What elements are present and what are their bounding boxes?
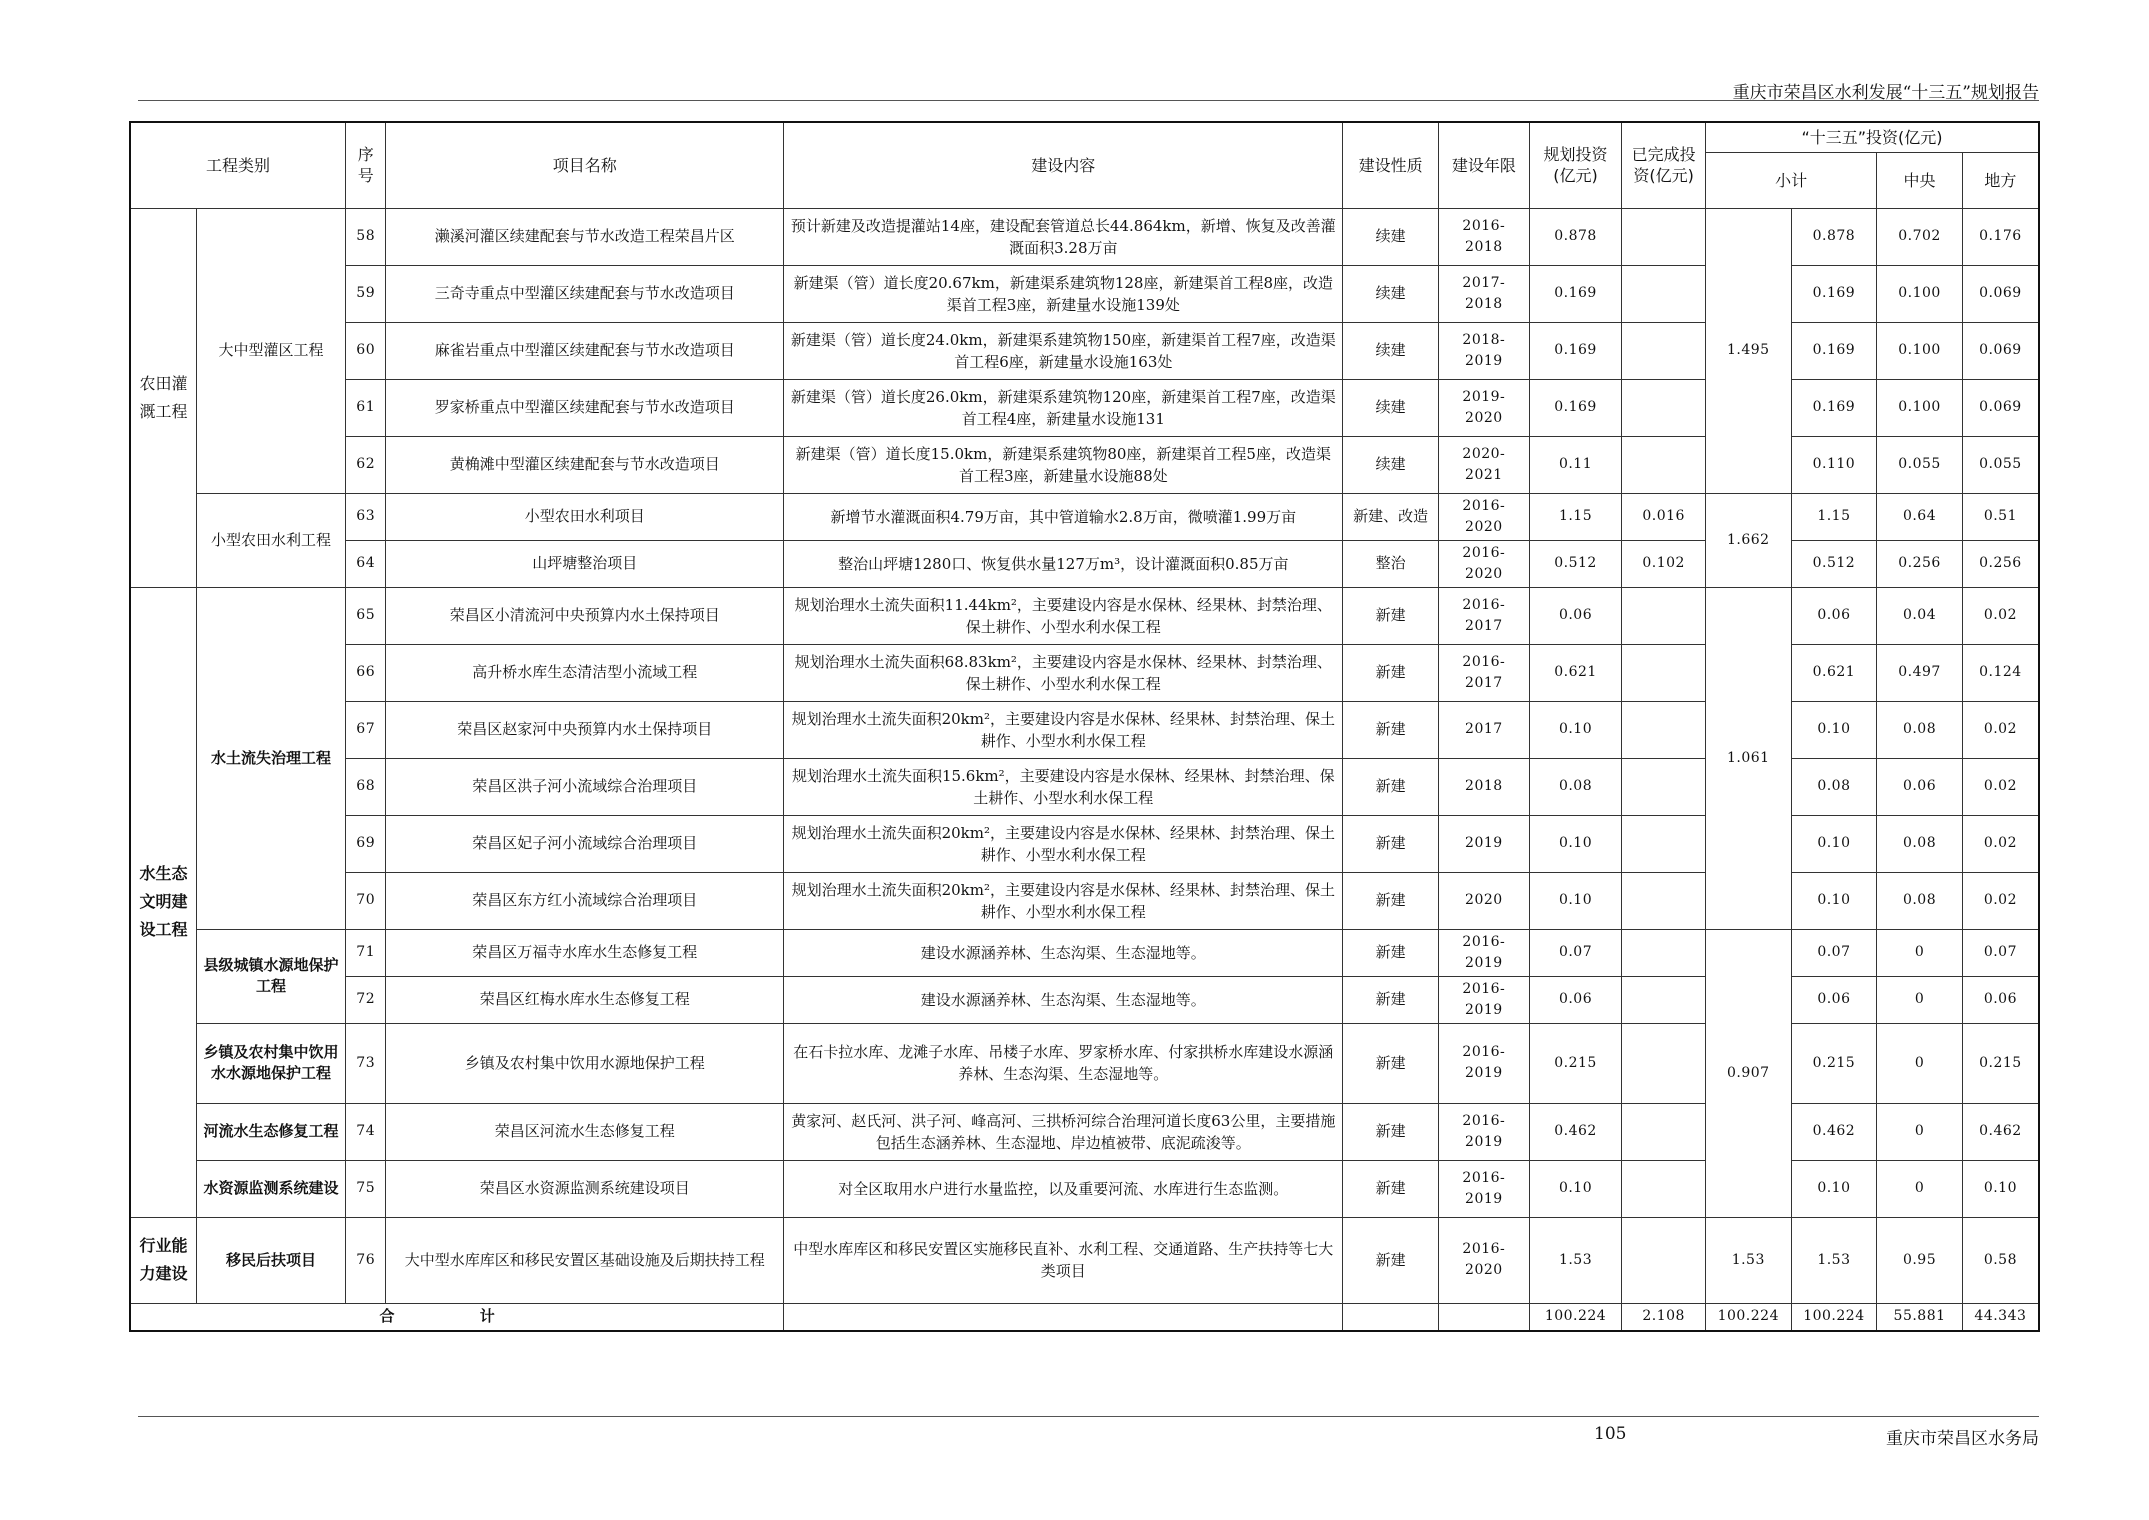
cell-content: 规划治理水土流失面积20km²，主要建设内容是水保林、经果林、封禁治理、保土耕作、小型水利水保工程 bbox=[784, 701, 1343, 758]
cell-name: 荣昌区妃子河小流域综合治理项目 bbox=[386, 815, 784, 872]
cell-central: 0 bbox=[1877, 976, 1963, 1023]
cell-years: 2018-2019 bbox=[1439, 322, 1530, 379]
cell-planned: 0.08 bbox=[1529, 758, 1622, 815]
cell-completed: 0.102 bbox=[1622, 540, 1706, 587]
group-label: 水生态文明建设工程 bbox=[130, 587, 196, 1217]
cell-nature: 续建 bbox=[1343, 436, 1439, 493]
cell-central: 0.256 bbox=[1877, 540, 1963, 587]
cell-name: 荣昌区赵家河中央预算内水土保持项目 bbox=[386, 701, 784, 758]
page-number: 105 bbox=[1594, 1424, 1627, 1444]
cell-seq: 71 bbox=[346, 929, 386, 976]
cell-nature: 新建 bbox=[1343, 1103, 1439, 1160]
cell-years: 2020-2021 bbox=[1439, 436, 1530, 493]
total-nature-empty bbox=[1343, 1303, 1439, 1331]
cell-subtotal: 0.10 bbox=[1791, 1160, 1877, 1217]
cell-seq: 64 bbox=[346, 540, 386, 587]
cell-years: 2016-2020 bbox=[1439, 493, 1530, 540]
cell-subtotal: 0.169 bbox=[1791, 265, 1877, 322]
cell-subtotal: 0.07 bbox=[1791, 929, 1877, 976]
cell-central: 0.100 bbox=[1877, 265, 1963, 322]
cell-planned: 0.215 bbox=[1529, 1023, 1622, 1103]
cell-local: 0.069 bbox=[1962, 265, 2039, 322]
cell-local: 0.215 bbox=[1962, 1023, 2039, 1103]
cell-content: 新建渠（管）道长度15.0km，新建渠系建筑物80座，新建渠首工程5座，改造渠首工程3座，新建量水设施88处 bbox=[784, 436, 1343, 493]
cell-subtotal: 0.878 bbox=[1791, 208, 1877, 265]
table-row bbox=[130, 587, 2039, 644]
cell-seq: 72 bbox=[346, 976, 386, 1023]
cell-content: 规划治理水土流失面积20km²，主要建设内容是水保林、经果林、封禁治理、保土耕作、小型水利水保工程 bbox=[784, 872, 1343, 929]
cell-name: 荣昌区小清流河中央预算内水土保持项目 bbox=[386, 587, 784, 644]
investment-table bbox=[129, 121, 2040, 1332]
cell-subtotal: 0.10 bbox=[1791, 872, 1877, 929]
cell-completed bbox=[1622, 322, 1706, 379]
cell-completed bbox=[1622, 1160, 1706, 1217]
cell-local: 0.462 bbox=[1962, 1103, 2039, 1160]
cell-years: 2018 bbox=[1439, 758, 1530, 815]
cell-nature: 新建 bbox=[1343, 758, 1439, 815]
cell-local: 0.069 bbox=[1962, 379, 2039, 436]
cell-name: 大中型水库库区和移民安置区基础设施及后期扶持工程 bbox=[386, 1217, 784, 1303]
total-merged: 100.224 bbox=[1705, 1303, 1791, 1331]
subgroup-label: 河流水生态修复工程 bbox=[196, 1103, 345, 1160]
cell-local: 0.176 bbox=[1962, 208, 2039, 265]
cell-seq: 76 bbox=[346, 1217, 386, 1303]
cell-nature: 新建 bbox=[1343, 1160, 1439, 1217]
cell-nature: 新建 bbox=[1343, 701, 1439, 758]
cell-completed bbox=[1622, 815, 1706, 872]
cell-seq: 62 bbox=[346, 436, 386, 493]
cell-nature: 新建 bbox=[1343, 587, 1439, 644]
cell-local: 0.06 bbox=[1962, 976, 2039, 1023]
subgroup-label: 大中型灌区工程 bbox=[196, 208, 345, 493]
cell-local: 0.069 bbox=[1962, 322, 2039, 379]
cell-subtotal: 0.215 bbox=[1791, 1023, 1877, 1103]
cell-completed bbox=[1622, 379, 1706, 436]
cell-completed bbox=[1622, 1217, 1706, 1303]
cell-subtotal: 0.621 bbox=[1791, 644, 1877, 701]
cell-name: 荣昌区万福寺水库水生态修复工程 bbox=[386, 929, 784, 976]
cell-local: 0.02 bbox=[1962, 872, 2039, 929]
cell-seq: 68 bbox=[346, 758, 386, 815]
cell-planned: 0.462 bbox=[1529, 1103, 1622, 1160]
cell-content: 规划治理水土流失面积15.6km²，主要建设内容是水保林、经果林、封禁治理、保土耕作、小型水利水保工程 bbox=[784, 758, 1343, 815]
cell-seq: 58 bbox=[346, 208, 386, 265]
cell-nature: 新建 bbox=[1343, 1023, 1439, 1103]
cell-years: 2017 bbox=[1439, 701, 1530, 758]
cell-name: 高升桥水库生态清洁型小流域工程 bbox=[386, 644, 784, 701]
cell-seq: 69 bbox=[346, 815, 386, 872]
cell-content: 规划治理水土流失面积68.83km²，主要建设内容是水保林、经果林、封禁治理、保土耕作、小型水利水保工程 bbox=[784, 644, 1343, 701]
cell-central: 0 bbox=[1877, 1023, 1963, 1103]
cell-seq: 60 bbox=[346, 322, 386, 379]
cell-years: 2016-2019 bbox=[1439, 1103, 1530, 1160]
cell-completed bbox=[1622, 208, 1706, 265]
cell-local: 0.07 bbox=[1962, 929, 2039, 976]
cell-local: 0.02 bbox=[1962, 758, 2039, 815]
cell-completed bbox=[1622, 587, 1706, 644]
cell-completed: 0.016 bbox=[1622, 493, 1706, 540]
col-header-nature: 建设性质 bbox=[1343, 122, 1439, 208]
cell-name: 荣昌区洪子河小流域综合治理项目 bbox=[386, 758, 784, 815]
cell-merged-subtotal: 1.061 bbox=[1705, 587, 1791, 929]
cell-content: 新建渠（管）道长度26.0km，新建渠系建筑物120座，新建渠首工程7座，改造渠首工程4座，新建量水设施131 bbox=[784, 379, 1343, 436]
cell-years: 2017-2018 bbox=[1439, 265, 1530, 322]
cell-merged-subtotal: 1.495 bbox=[1705, 208, 1791, 493]
subgroup-label: 县级城镇水源地保护工程 bbox=[196, 929, 345, 1023]
cell-local: 0.256 bbox=[1962, 540, 2039, 587]
col-header-completed: 已完成投资(亿元) bbox=[1622, 122, 1706, 208]
cell-completed bbox=[1622, 644, 1706, 701]
cell-content: 新建渠（管）道长度24.0km，新建渠系建筑物150座，新建渠首工程7座，改造渠首工程6座，新建量水设施163处 bbox=[784, 322, 1343, 379]
cell-name: 荣昌区河流水生态修复工程 bbox=[386, 1103, 784, 1160]
cell-completed bbox=[1622, 929, 1706, 976]
table-row bbox=[130, 208, 2039, 265]
cell-subtotal: 0.10 bbox=[1791, 701, 1877, 758]
cell-content: 在石卡拉水库、龙滩子水库、吊楼子水库、罗家桥水库、付家拱桥水库建设水源涵养林、生态沟渠、生态湿地等。 bbox=[784, 1023, 1343, 1103]
cell-years: 2016-2017 bbox=[1439, 587, 1530, 644]
cell-nature: 续建 bbox=[1343, 322, 1439, 379]
subgroup-label: 水土流失治理工程 bbox=[196, 587, 345, 929]
cell-seq: 66 bbox=[346, 644, 386, 701]
cell-nature: 新建 bbox=[1343, 929, 1439, 976]
cell-name: 麻雀岩重点中型灌区续建配套与节水改造项目 bbox=[386, 322, 784, 379]
cell-name: 荣昌区水资源监测系统建设项目 bbox=[386, 1160, 784, 1217]
cell-name: 濑溪河灌区续建配套与节水改造工程荣昌片区 bbox=[386, 208, 784, 265]
cell-seq: 74 bbox=[346, 1103, 386, 1160]
cell-planned: 0.11 bbox=[1529, 436, 1622, 493]
cell-subtotal: 0.169 bbox=[1791, 322, 1877, 379]
total-years-empty bbox=[1439, 1303, 1530, 1331]
cell-local: 0.51 bbox=[1962, 493, 2039, 540]
cell-planned: 0.10 bbox=[1529, 701, 1622, 758]
cell-name: 三奇寺重点中型灌区续建配套与节水改造项目 bbox=[386, 265, 784, 322]
total-row bbox=[130, 1303, 2039, 1331]
col-header-subtotal: 小计 bbox=[1705, 152, 1876, 208]
subgroup-label: 移民后扶项目 bbox=[196, 1217, 345, 1303]
col-header-planned: 规划投资(亿元) bbox=[1529, 122, 1622, 208]
cell-name: 乡镇及农村集中饮用水源地保护工程 bbox=[386, 1023, 784, 1103]
cell-central: 0.055 bbox=[1877, 436, 1963, 493]
cell-nature: 新建 bbox=[1343, 976, 1439, 1023]
cell-central: 0 bbox=[1877, 929, 1963, 976]
cell-content: 新建渠（管）道长度20.67km，新建渠系建筑物128座，新建渠首工程8座，改造渠首工程3座，新建量水设施139处 bbox=[784, 265, 1343, 322]
cell-content: 预计新建及改造提灌站14座，建设配套管道总长44.864km，新增、恢复及改善灌溉面积3.28万亩 bbox=[784, 208, 1343, 265]
cell-seq: 70 bbox=[346, 872, 386, 929]
cell-planned: 1.15 bbox=[1529, 493, 1622, 540]
cell-central: 0.08 bbox=[1877, 701, 1963, 758]
cell-planned: 0.10 bbox=[1529, 872, 1622, 929]
col-header-local: 地方 bbox=[1962, 152, 2039, 208]
running-header: 重庆市荣昌区水利发展“十三五”规划报告 bbox=[1732, 83, 2039, 103]
subgroup-label: 乡镇及农村集中饮用水水源地保护工程 bbox=[196, 1023, 345, 1103]
total-subtotal: 100.224 bbox=[1791, 1303, 1877, 1331]
cell-name: 山坪塘整治项目 bbox=[386, 540, 784, 587]
cell-planned: 0.512 bbox=[1529, 540, 1622, 587]
cell-local: 0.02 bbox=[1962, 701, 2039, 758]
cell-planned: 0.10 bbox=[1529, 1160, 1622, 1217]
group-label: 行业能力建设 bbox=[130, 1217, 196, 1303]
cell-nature: 续建 bbox=[1343, 379, 1439, 436]
cell-content: 规划治理水土流失面积11.44km²，主要建设内容是水保林、经果林、封禁治理、保土耕作、小型水利水保工程 bbox=[784, 587, 1343, 644]
cell-years: 2016-2018 bbox=[1439, 208, 1530, 265]
cell-seq: 67 bbox=[346, 701, 386, 758]
cell-nature: 新建 bbox=[1343, 815, 1439, 872]
cell-years: 2019-2020 bbox=[1439, 379, 1530, 436]
cell-merged-subtotal: 0.907 bbox=[1705, 929, 1791, 1217]
cell-planned: 0.169 bbox=[1529, 265, 1622, 322]
total-central: 55.881 bbox=[1877, 1303, 1963, 1331]
cell-content: 建设水源涵养林、生态沟渠、生态湿地等。 bbox=[784, 976, 1343, 1023]
cell-years: 2016-2020 bbox=[1439, 1217, 1530, 1303]
cell-planned: 1.53 bbox=[1529, 1217, 1622, 1303]
cell-subtotal: 0.06 bbox=[1791, 976, 1877, 1023]
cell-nature: 新建 bbox=[1343, 644, 1439, 701]
table-row bbox=[130, 1217, 2039, 1303]
col-header-seq: 序号 bbox=[346, 122, 386, 208]
cell-seq: 75 bbox=[346, 1160, 386, 1217]
cell-central: 0.08 bbox=[1877, 815, 1963, 872]
cell-merged-subtotal: 1.53 bbox=[1705, 1217, 1791, 1303]
cell-subtotal: 0.10 bbox=[1791, 815, 1877, 872]
cell-completed bbox=[1622, 701, 1706, 758]
cell-years: 2016-2020 bbox=[1439, 540, 1530, 587]
col-header-name: 项目名称 bbox=[386, 122, 784, 208]
col-header-central: 中央 bbox=[1877, 152, 1963, 208]
cell-subtotal: 1.53 bbox=[1791, 1217, 1877, 1303]
cell-seq: 73 bbox=[346, 1023, 386, 1103]
group-label: 农田灌溉工程 bbox=[130, 208, 196, 587]
cell-content: 黄家河、赵氏河、洪子河、峰高河、三拱桥河综合治理河道长度63公里，主要措施包括生态涵养林、生态湿地、岸边植被带、底泥疏浚等。 bbox=[784, 1103, 1343, 1160]
cell-merged-subtotal: 1.662 bbox=[1705, 493, 1791, 587]
cell-subtotal: 0.512 bbox=[1791, 540, 1877, 587]
cell-content: 对全区取用水户进行水量监控，以及重要河流、水库进行生态监测。 bbox=[784, 1160, 1343, 1217]
cell-central: 0.08 bbox=[1877, 872, 1963, 929]
total-label: 合 计 bbox=[130, 1303, 784, 1331]
cell-local: 0.02 bbox=[1962, 587, 2039, 644]
cell-planned: 0.06 bbox=[1529, 587, 1622, 644]
cell-local: 0.58 bbox=[1962, 1217, 2039, 1303]
cell-seq: 61 bbox=[346, 379, 386, 436]
cell-nature: 续建 bbox=[1343, 265, 1439, 322]
cell-content: 规划治理水土流失面积20km²，主要建设内容是水保林、经果林、封禁治理、保土耕作、小型水利水保工程 bbox=[784, 815, 1343, 872]
cell-planned: 0.169 bbox=[1529, 379, 1622, 436]
table-row bbox=[130, 929, 2039, 976]
cell-years: 2016-2017 bbox=[1439, 644, 1530, 701]
cell-subtotal: 1.15 bbox=[1791, 493, 1877, 540]
cell-years: 2019 bbox=[1439, 815, 1530, 872]
cell-central: 0.04 bbox=[1877, 587, 1963, 644]
cell-subtotal: 0.08 bbox=[1791, 758, 1877, 815]
cell-name: 荣昌区红梅水库水生态修复工程 bbox=[386, 976, 784, 1023]
total-planned: 100.224 bbox=[1529, 1303, 1622, 1331]
cell-central: 0.100 bbox=[1877, 322, 1963, 379]
cell-central: 0 bbox=[1877, 1103, 1963, 1160]
cell-name: 小型农田水利项目 bbox=[386, 493, 784, 540]
cell-years: 2016-2019 bbox=[1439, 976, 1530, 1023]
cell-planned: 0.10 bbox=[1529, 815, 1622, 872]
cell-subtotal: 0.06 bbox=[1791, 587, 1877, 644]
col-header-years: 建设年限 bbox=[1439, 122, 1530, 208]
cell-seq: 59 bbox=[346, 265, 386, 322]
cell-nature: 新建、改造 bbox=[1343, 493, 1439, 540]
col-header-category: 工程类别 bbox=[130, 122, 346, 208]
cell-planned: 0.878 bbox=[1529, 208, 1622, 265]
cell-years: 2016-2019 bbox=[1439, 1023, 1530, 1103]
cell-central: 0.702 bbox=[1877, 208, 1963, 265]
cell-name: 荣昌区东方红小流域综合治理项目 bbox=[386, 872, 784, 929]
cell-years: 2016-2019 bbox=[1439, 1160, 1530, 1217]
cell-content: 新增节水灌溉面积4.79万亩，其中管道输水2.8万亩，微喷灌1.99万亩 bbox=[784, 493, 1343, 540]
subgroup-label: 水资源监测系统建设 bbox=[196, 1160, 345, 1217]
cell-completed bbox=[1622, 976, 1706, 1023]
total-completed: 2.108 bbox=[1622, 1303, 1706, 1331]
cell-central: 0.497 bbox=[1877, 644, 1963, 701]
cell-central: 0.95 bbox=[1877, 1217, 1963, 1303]
cell-content: 整治山坪塘1280口、恢复供水量127万m³，设计灌溉面积0.85万亩 bbox=[784, 540, 1343, 587]
cell-name: 黄桷滩中型灌区续建配套与节水改造项目 bbox=[386, 436, 784, 493]
cell-local: 0.124 bbox=[1962, 644, 2039, 701]
cell-seq: 63 bbox=[346, 493, 386, 540]
cell-planned: 0.07 bbox=[1529, 929, 1622, 976]
footer-rule bbox=[138, 1416, 2039, 1417]
cell-completed bbox=[1622, 1023, 1706, 1103]
cell-completed bbox=[1622, 1103, 1706, 1160]
footer-org: 重庆市荣昌区水务局 bbox=[1886, 1429, 2039, 1449]
cell-planned: 0.621 bbox=[1529, 644, 1622, 701]
cell-completed bbox=[1622, 436, 1706, 493]
cell-local: 0.02 bbox=[1962, 815, 2039, 872]
col-header-content: 建设内容 bbox=[784, 122, 1343, 208]
cell-nature: 新建 bbox=[1343, 1217, 1439, 1303]
cell-subtotal: 0.169 bbox=[1791, 379, 1877, 436]
cell-completed bbox=[1622, 872, 1706, 929]
cell-central: 0.06 bbox=[1877, 758, 1963, 815]
cell-subtotal: 0.110 bbox=[1791, 436, 1877, 493]
col-header-plan135: “十三五”投资(亿元) bbox=[1705, 122, 2039, 152]
cell-name: 罗家桥重点中型灌区续建配套与节水改造项目 bbox=[386, 379, 784, 436]
cell-years: 2016-2019 bbox=[1439, 929, 1530, 976]
cell-nature: 整治 bbox=[1343, 540, 1439, 587]
cell-nature: 续建 bbox=[1343, 208, 1439, 265]
cell-nature: 新建 bbox=[1343, 872, 1439, 929]
total-content-empty bbox=[784, 1303, 1343, 1331]
cell-years: 2020 bbox=[1439, 872, 1530, 929]
cell-content: 建设水源涵养林、生态沟渠、生态湿地等。 bbox=[784, 929, 1343, 976]
cell-seq: 65 bbox=[346, 587, 386, 644]
cell-completed bbox=[1622, 758, 1706, 815]
table-row bbox=[130, 493, 2039, 540]
cell-completed bbox=[1622, 265, 1706, 322]
cell-content: 中型水库库区和移民安置区实施移民直补、水利工程、交通道路、生产扶持等七大类项目 bbox=[784, 1217, 1343, 1303]
cell-central: 0.64 bbox=[1877, 493, 1963, 540]
cell-local: 0.10 bbox=[1962, 1160, 2039, 1217]
cell-planned: 0.06 bbox=[1529, 976, 1622, 1023]
cell-planned: 0.169 bbox=[1529, 322, 1622, 379]
cell-local: 0.055 bbox=[1962, 436, 2039, 493]
cell-central: 0.100 bbox=[1877, 379, 1963, 436]
subgroup-label: 小型农田水利工程 bbox=[196, 493, 345, 587]
cell-central: 0 bbox=[1877, 1160, 1963, 1217]
cell-subtotal: 0.462 bbox=[1791, 1103, 1877, 1160]
header-rule bbox=[138, 100, 2039, 101]
total-local: 44.343 bbox=[1962, 1303, 2039, 1331]
